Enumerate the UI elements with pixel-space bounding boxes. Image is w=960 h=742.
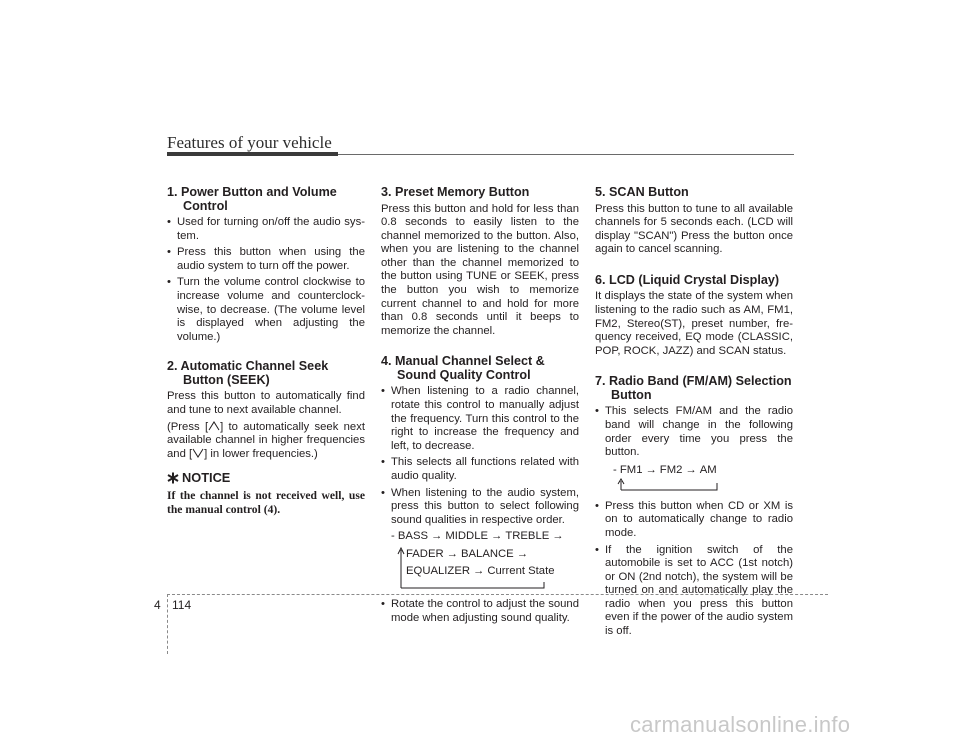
section-4-list-last	[381, 598, 579, 625]
section-6-heading: 6. LCD (Liquid Crystal Display)	[595, 272, 780, 287]
footer-rule	[167, 594, 828, 595]
header-rule-thin	[338, 154, 794, 155]
arrow-right-icon: →	[491, 530, 503, 543]
notice-heading: NOTICE	[167, 471, 365, 485]
section-2-heading: 2. Automatic Channel Seek Button (SEEK)	[167, 359, 329, 387]
page-header-title: Features of your vehicle	[167, 133, 332, 152]
section-1-list	[167, 216, 365, 344]
section-7-heading: 7. Radio Band (FM/AM) Selection Button	[595, 374, 792, 402]
section-3-heading: 3. Preset Memory Button	[381, 185, 530, 199]
loop-arrow-icon	[613, 478, 723, 492]
column-2	[381, 186, 579, 641]
list-item: • Used for turning on/off the audio sys-tem.	[167, 216, 365, 243]
arrow-right-icon: →	[431, 530, 443, 543]
band-flow: - FM1 → FM2 → AM	[613, 464, 793, 492]
section-4-list	[381, 385, 579, 527]
list-item: • Rotate the control to adjust the sound mode when adjusting sound quality.	[381, 598, 579, 625]
watermark: carmanualsonline.info	[630, 712, 851, 737]
list-item: • This selects all functions related with audio quality.	[381, 456, 579, 483]
column-1	[167, 186, 365, 517]
section-3-para: Press this button and hold for less than 0.8 seconds to easily listen to the channel memorized to the button. Also, when you are listening to the channel other than the channel memorized to the button using TUNE or SEEK, press the button you wish to memorize current channel to and hold for more than 0.8 seconds until it beeps to memorize the channel.	[381, 202, 579, 337]
list-item: • When listening to the audio system, press this button to select following sound qualities in respective order.	[381, 487, 579, 528]
arrow-right-icon: →	[645, 463, 657, 476]
chevron-down-icon	[192, 448, 204, 458]
section-1-heading: 1. Power Button and Volume Control	[167, 185, 337, 213]
arrow-right-icon: →	[446, 547, 458, 560]
list-item: • When listening to a radio channel, rotate this control to manually adjust the frequency. Turn this control to the right to increase the frequency and left, to decrease.	[381, 385, 579, 453]
arrow-right-icon: →	[552, 530, 564, 543]
sound-flow-line: - BASS → MIDDLE → TREBLE →	[391, 530, 564, 543]
section-7-list	[595, 405, 793, 459]
list-item: • Press this button when using the audio system to turn off the power.	[167, 246, 365, 273]
section-2-para-1: Press this button to automatically find and tune to next available channel.	[167, 390, 365, 416]
chevron-up-icon	[208, 421, 220, 431]
notice-text: If the channel is not received well, use the manual control (4).	[167, 488, 365, 516]
list-item: • If the ignition switch of the automobile is set to ACC (1st notch) or ON (2nd notch), the system will be turned on and automatically play the radio when you press this button even if the power of the audio system is off.	[595, 544, 793, 639]
arrow-right-icon: →	[516, 547, 529, 560]
section-number: 4	[154, 598, 161, 612]
section-5-heading: 5. SCAN Button	[595, 185, 689, 199]
list-item: • Press this button when CD or XM is on to automatically change to radio mode.	[595, 500, 793, 541]
arrow-right-icon: →	[473, 564, 485, 577]
asterisk-icon	[167, 472, 179, 484]
list-item: • This selects FM/AM and the radio band will change in the following order every time you press the button.	[595, 405, 793, 459]
column-3	[595, 186, 793, 655]
section-5-para: Press this button to tune to all available channels for 5 seconds each. (LCD will display "SCAN") Press the button once again to cancel scanning.	[595, 202, 793, 256]
header-rule-thick	[167, 152, 338, 156]
list-item: • Turn the volume control clockwise to increase volume and counterclock-wise, to decrease. (The volume level is displayed when adjusting the volume.)	[167, 276, 365, 344]
page-number: 114	[172, 598, 192, 612]
section-7-list-2	[595, 500, 793, 639]
sound-flow-loop: FADER → BALANCE → EQUALIZER → Current State	[397, 548, 579, 588]
footer-vertical-rule	[167, 594, 168, 654]
section-2-para-2: (Press [ ] to automatically seek next available channel in higher frequencies and [ ] in lower frequencies.)	[167, 420, 366, 460]
section-4-heading: 4. Manual Channel Select & Sound Quality Control	[381, 354, 545, 382]
arrow-right-icon: →	[685, 463, 697, 476]
section-6-para: It displays the state of the system when listening to the radio such as AM, FM1, FM2, Stereo(ST), preset number, fre-quency received, EQ mode (CLASSIC, POP, ROCK, JAZZ) and SCAN status.	[595, 290, 793, 357]
